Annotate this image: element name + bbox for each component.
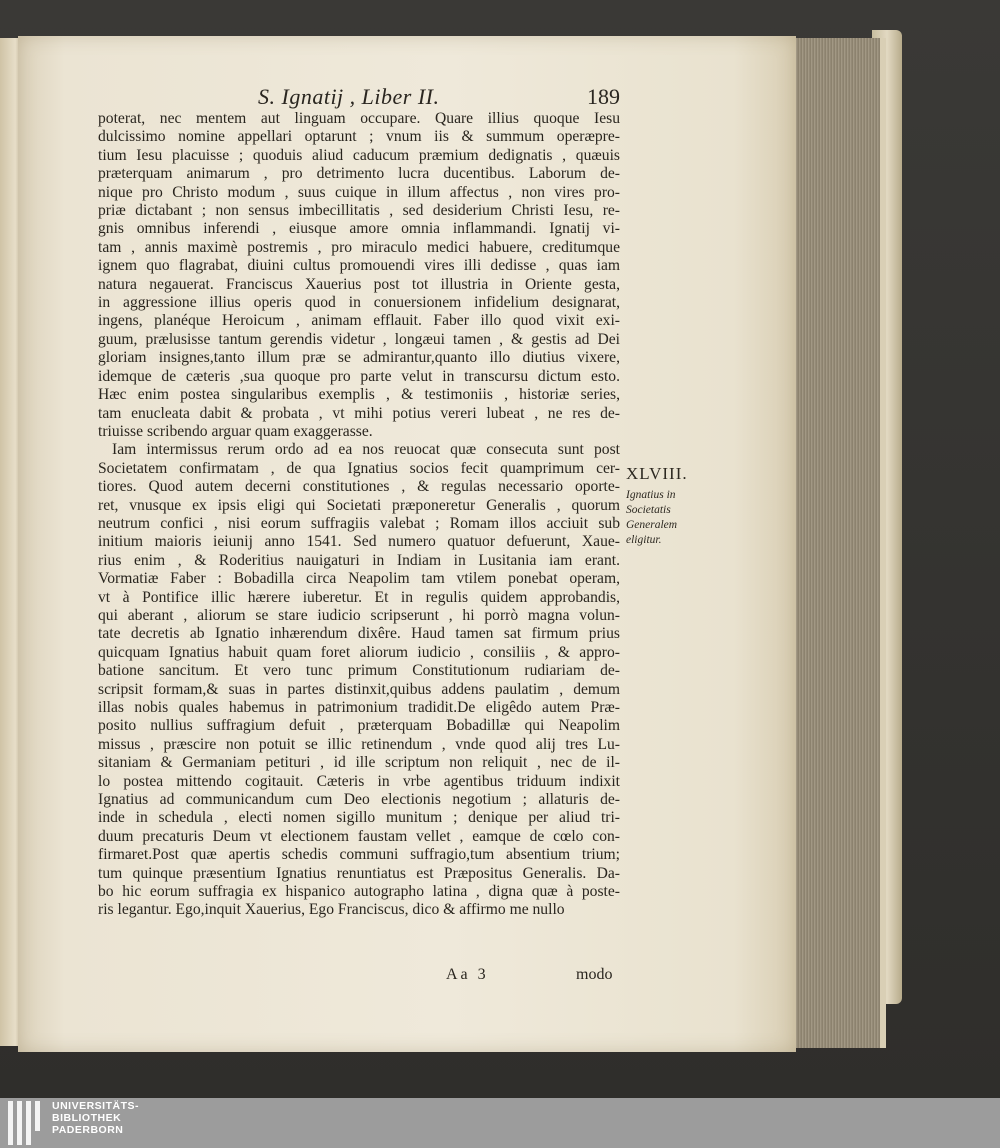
- text-line: in aggressione illius operis quod in conuersionem infidelium designarat,: [98, 294, 620, 312]
- library-logo-icon: [8, 1101, 48, 1145]
- marginal-note-line: Societatis: [626, 504, 671, 516]
- text-line: tium Iesu placuisse ; quoduis aliud caducum præmium dedignatis , quæuis: [98, 146, 620, 164]
- marginal-note-text: [626, 488, 726, 548]
- text-line: sitaniam & Germaniam petituri , id ille scriptum non reliquit , nec de il-: [98, 754, 620, 772]
- text-line: tum quinque præsentium Ignatius renuntiatus est Præpositus Generalis. Da-: [98, 864, 620, 882]
- text-line: scripsit formam,& suas in partes distinxit,quibus addens paulatim , demum: [98, 680, 620, 698]
- text-line: batione sancitum. Et vero tunc primum Constitutionum rudiariam de-: [98, 662, 620, 680]
- running-title: S. Ignatij , Liber II.: [258, 84, 440, 109]
- text-line: neutrum confici , nisi eorum suffragiis valebat ; Romam illos acciuit sub: [98, 514, 620, 532]
- text-line: illas nobis quales habemus in patrimonium tradidit.De eligêdo autem Præ-: [98, 699, 620, 716]
- text-line: Iam intermissus rerum ordo ad ea nos reuocat quæ consecuta sunt post: [112, 441, 620, 459]
- marginal-note-line: Ignatius in: [626, 489, 676, 501]
- text-line: tam enucleata dabit & probata , vt mihi potius vereri lubeat , ne res de-: [98, 404, 620, 422]
- text-line: lo postea mittendo cogitauit. Cæteris in vrbe agentibus triduum indixit: [98, 772, 620, 790]
- marginal-note-line: eligitur.: [626, 534, 662, 546]
- text-line: gloriam insignes,tanto illum præ se admirantur,quanto illo diutius vixere,: [98, 349, 620, 367]
- text-line: Ignatius ad communicandum cum Deo electionis negotium ; allaturis de-: [98, 791, 620, 809]
- library-name-line: BIBLIOTHEK: [52, 1112, 122, 1124]
- text-line: bo hic eorum suffragia ex hispanico autographo latina , digna quæ à poste-: [98, 883, 620, 901]
- text-line: ris legantur. Ego,inquit Xauerius, Ego Franciscus, dico & affirmo me nullo: [98, 901, 565, 919]
- text-line: triuisse scribendo arguar quam exaggerasse.: [98, 422, 373, 440]
- text-line: natura negauerat. Franciscus Xauerius post tot illustria in Oriente gesta,: [98, 275, 620, 293]
- section-number: XLVIII.: [626, 464, 688, 483]
- catchword: modo: [576, 966, 613, 983]
- text-line: nique pro Christo modum , suus cuique in illum affectus , non vires pro-: [98, 183, 620, 201]
- text-line: rius enim , & Roderitius nauigaturi in Indiam in Lusitania iam erant.: [98, 551, 620, 569]
- text-line: quicquam Ignatius habuit quam foret aliorum iudicio , consiliis , & appro-: [98, 643, 620, 661]
- text-line: Hæc enim postea singularibus exemplis , & testimoniis , historiæ series,: [98, 386, 620, 404]
- signature-mark: Aa 3: [446, 966, 489, 983]
- text-line: qui aberant , aliorum se stare iudicio scripserunt , hi porrò magna volun-: [98, 606, 620, 624]
- text-line: vt à Pontifice illic hærere iuberetur. Et in regulis quidem approbandis,: [98, 588, 620, 606]
- text-line: posito nullius suffragium defuit , præterquam Bobadillæ qui Neapolim: [98, 717, 620, 735]
- text-line: initium maioris ieiunij anno 1541. Sed numero quatuor defuerunt, Xaue-: [98, 533, 620, 551]
- library-name-line: PADERBORN: [52, 1124, 124, 1136]
- text-line: Vormatiæ Faber : Bobadilla circa Neapolim tam vtilem ponebat operam,: [98, 570, 620, 588]
- marginal-note: [626, 464, 726, 548]
- text-line: inde in schedula , electi nomen sigillo munitum ; denique per aliud tri-: [98, 809, 620, 827]
- main-text-block: [98, 110, 620, 920]
- text-line: missus , præscire non potuit se illic retinendum , vnde quod alij tres Lu-: [98, 735, 620, 753]
- library-name: [52, 1100, 139, 1136]
- text-line: poterat, nec mentem aut linguam occupare. Quare illius quoque Iesu: [98, 110, 620, 127]
- text-line: Societatem confirmatam , de qua Ignatius socios fecit quamprimum cer-: [98, 459, 620, 477]
- text-line: idemque de cæteris ,sua quoque pro parte velut in transcursu dictum esto.: [98, 367, 620, 385]
- text-line: ingens, planéque Heroicum , animam efflauit. Faber illo quod vixit exi-: [98, 312, 620, 330]
- library-name-line: UNIVERSITÄTS-: [52, 1100, 140, 1112]
- text-line: tiores. Quod autem decerni constitutiones , & regulas necessario oporte-: [98, 478, 620, 496]
- text-line: ret, vnusque ex ipsis eligi qui Societati præponeretur Generalis , quorum: [98, 496, 620, 514]
- text-line: tate decretis ab Ignatio inhærendum dixêre. Haud tamen sat firmum prius: [98, 625, 620, 643]
- book-page-edges: [790, 38, 886, 1048]
- text-line: tam , annis maximè postremis , pro miraculo medici habuere, creditumque: [98, 238, 620, 256]
- text-line: gnis omnibus inferendi , eiusque amore omnia inflammandi. Ignatij vi-: [98, 220, 620, 238]
- page-number: 189: [587, 84, 620, 109]
- text-line: priæ dictabant ; non sensus imbecillitatis , sed desiderium Christi Iesu, re-: [98, 202, 620, 220]
- text-line: ignem quo flagrabat, diuini cultus promouendi vires illi dedisse , quas iam: [98, 257, 620, 275]
- text-line: duum precaturis Deum vt electionem faustam vellet , eamque de cœlo con-: [98, 827, 620, 845]
- marginal-note-line: Generalem: [626, 519, 678, 531]
- text-line: guum, prælusisse tantum gerendis videtur , longæui tamen , & gestis ad Dei: [98, 330, 620, 348]
- text-line: dulcissimo nomine appellari optarunt ; vnum iis & summum operæpre-: [98, 128, 620, 146]
- text-line: præterquam animarum , pro detrimento lucra ducentibus. Laborum de-: [98, 165, 620, 183]
- text-line: firmaret.Post quæ apertis schedis communi suffragio,tum absentium trium;: [98, 846, 620, 864]
- library-footer-bar: [0, 1098, 1000, 1148]
